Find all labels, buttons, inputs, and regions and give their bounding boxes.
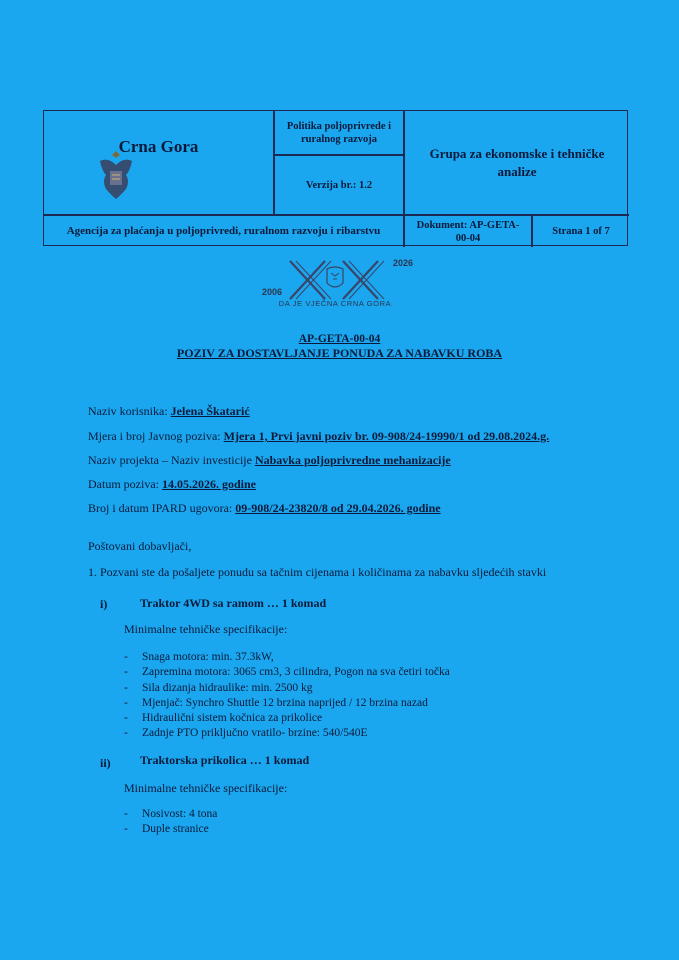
list-item: - Sila dizanja hidraulike: min. 2500 kg (124, 681, 450, 696)
list-item: - Nosivost: 4 tona (124, 807, 217, 822)
page-number-cell: Strana 1 of 7 (532, 215, 629, 247)
group-cell: Grupa za ekonomske i tehničke analize (404, 111, 629, 215)
field-ipard-contract: Broj i datum IPARD ugovora: 09-908/24-23820/8 od 29.04.2026. godine (88, 501, 441, 515)
logo-year-end: 2026 (393, 258, 414, 268)
list-item: - Zapremina motora: 3065 cm3, 3 cilindra, Pogon na sva četiri točka (124, 665, 450, 680)
item-number: i) (100, 597, 108, 611)
greeting: Poštovani dobavljači, (88, 539, 192, 553)
field-project: Naziv projekta – Naziv investicije Nabavka poljoprivredne mehanizacije (88, 453, 451, 467)
field-public-call: Mjera i broj Javnog poziva: Mjera 1, Prvi javni poziv br. 09-908/24-19990/1 od 29.08.2024.g. (88, 429, 550, 443)
spec-list (124, 807, 217, 838)
list-item: - Mjenjač: Synchro Shuttle 12 brzina naprijed / 12 brzina nazad (124, 696, 450, 711)
field-call-date: Datum poziva: 14.05.2026. godine (88, 477, 256, 491)
item-name: Traktorska prikolica … 1 komad (140, 753, 310, 767)
list-item: - Duple stranice (124, 822, 217, 837)
list-item: - Zadnje PTO priključno vratilo- brzine: 540/540E (124, 726, 450, 741)
field-beneficiary: Naziv korisnika: Jelena Škatarić (88, 404, 250, 418)
spec-label: Minimalne tehničke specifikacije: (124, 622, 288, 636)
version-cell: Verzija br.: 1.2 (274, 155, 404, 215)
spec-label: Minimalne tehničke specifikacije: (124, 781, 288, 795)
header-table (43, 110, 628, 246)
agency-cell: Agencija za plaćanja u poljoprivredi, ruralnom razvoju i ribarstvu (44, 215, 404, 247)
document-reference: AP-GETA-00-04 (298, 333, 381, 345)
policy-cell: Politika poljoprivrede i ruralnog razvoja (274, 111, 404, 155)
spec-list (124, 650, 450, 742)
list-item: - Hidraulični sistem kočnica za prikolice (124, 711, 450, 726)
item-name: Traktor 4WD sa ramom … 1 komad (140, 596, 327, 610)
country-name: Crna Gora (118, 137, 199, 156)
intro-paragraph: 1. Pozvani ste da pošaljete ponudu sa tačnim cijenama i količinama za nabavku sljedećih stavki (88, 565, 547, 579)
logo-year-start: 2006 (262, 287, 283, 297)
document-title: POZIV ZA DOSTAVLJANJE PONUDA ZA NABAVKU ROBA (176, 346, 503, 360)
list-item: - Snaga motora: min. 37.3kW, (124, 650, 450, 665)
coat-of-arms-icon (94, 147, 138, 201)
document-code-cell: Dokument: AP-GETA-00-04 (404, 215, 532, 247)
country-cell (44, 111, 274, 215)
logo-subtitle: DA JE VJEČNA CRNA GORA (278, 299, 392, 308)
item-number: ii) (100, 756, 111, 770)
